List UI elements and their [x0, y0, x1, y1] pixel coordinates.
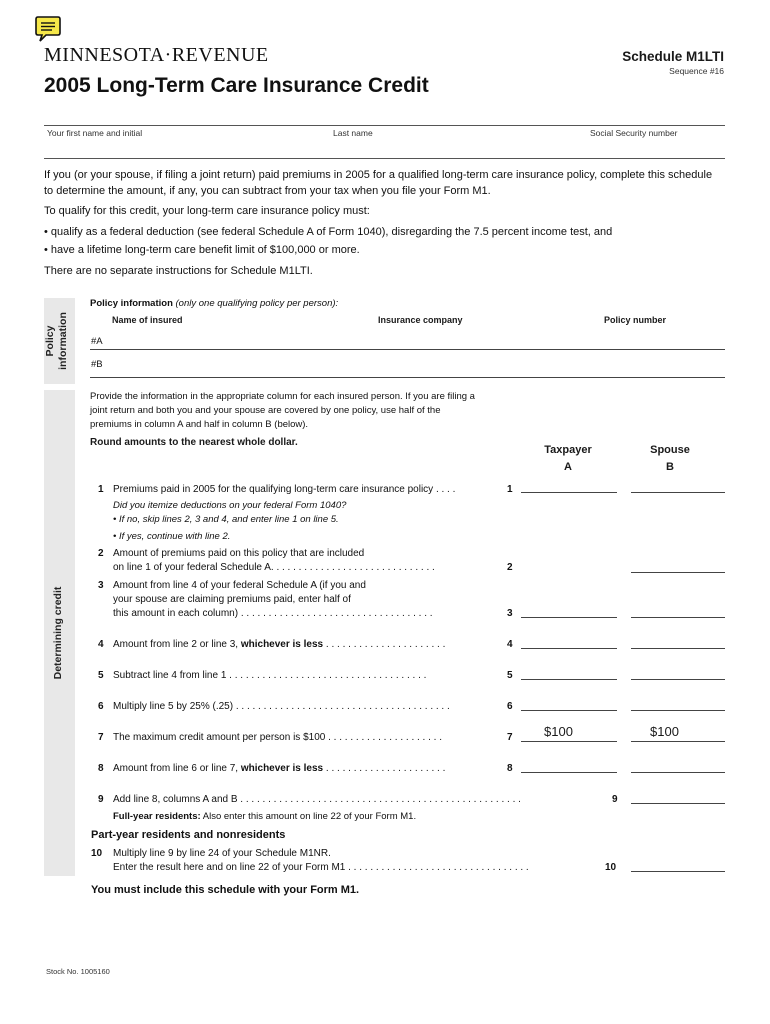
itemize-no: • If no, skip lines 2, 3 and 4, and enter line 1 on line 5.	[113, 514, 339, 525]
line-1-col-b[interactable]	[631, 492, 725, 493]
column-a-title: Taxpayer	[544, 444, 592, 456]
line-4-text-main: Amount from line 2 or line 3,	[113, 639, 239, 650]
line-8-text-bold: whichever is less	[240, 763, 324, 774]
bullet-1: • qualify as a federal deduction (see federal Schedule A of Form 1040), disregarding the 7.5 percent income test, and	[44, 226, 613, 238]
policy-row-b-rule	[90, 377, 725, 378]
column-a-letter: A	[564, 461, 572, 473]
line-8-col-b[interactable]	[631, 772, 725, 773]
full-year-note	[113, 811, 416, 822]
ssn-field[interactable]	[590, 138, 725, 158]
name-top-rule	[44, 125, 725, 126]
line-6-number: 6	[98, 701, 104, 712]
line-4-ref: 4	[507, 639, 513, 650]
line-5-ref: 5	[507, 670, 513, 681]
line-8-number: 8	[98, 763, 104, 774]
part-year-heading: Part-year residents and nonresidents	[91, 829, 286, 841]
schedule-name: Schedule M1LTI	[622, 49, 724, 64]
line-8-text-main: Amount from line 6 or line 7,	[113, 763, 239, 774]
line-1-text: Premiums paid in 2005 for the qualifying long-term care insurance policy . . . .	[113, 484, 456, 495]
line-3-text-a: Amount from line 4 of your federal Schedule A (if you and	[113, 580, 366, 591]
line-3-col-b[interactable]	[631, 617, 725, 618]
bullet-1-text: qualify as a federal deduction (see federal Schedule A of Form 1040), disregarding the 7.5 percent income test, and	[50, 226, 613, 238]
no-instructions-note: There are no separate instructions for Schedule M1LTI.	[44, 265, 313, 277]
line-2-ref: 2	[507, 562, 513, 573]
policy-heading-italic: (only one qualifying policy per person):	[175, 298, 339, 309]
policy-side-label	[44, 298, 74, 384]
line-4-col-a[interactable]	[521, 648, 617, 649]
last-name-label: Last name	[333, 128, 373, 138]
policy-row-a-label: #A	[91, 336, 103, 347]
line-8-text	[113, 763, 445, 774]
line-9-number: 9	[98, 794, 104, 805]
col-name-insured: Name of insured	[112, 315, 183, 325]
line-8-col-a[interactable]	[521, 772, 617, 773]
column-a-header	[520, 442, 616, 476]
line-3-ref: 3	[507, 608, 513, 619]
brand-name: MINNESOTA·REVENUE	[44, 44, 269, 66]
line-5-number: 5	[98, 670, 104, 681]
col-insurance-company: Insurance company	[378, 315, 463, 325]
line-5-text: Subtract line 4 from line 1 . . . . . . . . . . . . . . . . . . . . . . . . . . . . . . . . . . . .	[113, 670, 427, 681]
line-7-col-a	[521, 741, 617, 742]
line-2-text-b: on line 1 of your federal Schedule A. . . . . . . . . . . . . . . . . . . . . . . . . . . . . .	[113, 562, 435, 573]
policy-row-a-rule	[90, 349, 725, 350]
line-5-col-b[interactable]	[631, 679, 725, 680]
line-7-col-b-value: $100	[650, 724, 679, 739]
line-6-ref: 6	[507, 701, 513, 712]
line-9-field[interactable]	[631, 803, 725, 804]
bullet-2: • have a lifetime long-term care benefit limit of $100,000 or more.	[44, 244, 360, 256]
col-policy-number: Policy number	[604, 315, 667, 325]
line-10-ref: 10	[605, 862, 617, 873]
policy-heading	[90, 298, 338, 309]
name-bottom-rule	[44, 158, 725, 159]
line-10-text-a: Multiply line 9 by line 24 of your Schedule M1NR.	[113, 848, 331, 859]
credit-side-label: Determining credit	[52, 586, 64, 680]
line-7-col-a-value: $100	[544, 724, 573, 739]
line-7-text: The maximum credit amount per person is $100 . . . . . . . . . . . . . . . . . . . . .	[113, 732, 443, 743]
line-8-ref: 8	[507, 763, 513, 774]
itemize-question: Did you itemize deductions on your federal Form 1040?	[113, 500, 347, 511]
full-year-text: Also enter this amount on line 22 of your Form M1.	[202, 811, 417, 822]
full-year-bold: Full-year residents:	[113, 811, 201, 822]
line-8-dots: . . . . . . . . . . . . . . . . . . . . . .	[325, 763, 446, 774]
line-7-number: 7	[98, 732, 104, 743]
bullet-2-text: have a lifetime long-term care benefit limit of $100,000 or more.	[50, 244, 360, 256]
line-1-ref: 1	[507, 484, 513, 495]
line-10-field[interactable]	[631, 871, 725, 872]
first-name-label: Your first name and initial	[47, 128, 143, 138]
policy-row-b-field[interactable]	[108, 359, 725, 376]
line-3-col-a[interactable]	[521, 617, 617, 618]
first-name-field[interactable]	[44, 138, 330, 158]
line-1-number: 1	[98, 484, 104, 495]
line-2-number: 2	[98, 548, 104, 559]
line-6-col-a[interactable]	[521, 710, 617, 711]
last-name-field[interactable]	[333, 138, 587, 158]
line-4-text	[113, 639, 445, 650]
policy-row-a-field[interactable]	[108, 332, 725, 349]
round-note: Round amounts to the nearest whole dollar.	[90, 437, 298, 448]
line-3-number: 3	[98, 580, 104, 591]
itemize-yes-text: If yes, continue with line 2.	[118, 531, 231, 542]
line-2-col-b[interactable]	[631, 572, 725, 573]
line-9-text: Add line 8, columns A and B . . . . . . . . . . . . . . . . . . . . . . . . . . . . . . . . . . . . . . . . . . . . . . . . . . .	[113, 794, 521, 805]
line-5-col-a[interactable]	[521, 679, 617, 680]
qualify-paragraph: To qualify for this credit, your long-term care insurance policy must:	[44, 205, 370, 217]
line-9-ref: 9	[612, 794, 618, 805]
line-10-number: 10	[91, 848, 103, 859]
column-b-letter: B	[666, 461, 674, 473]
policy-heading-bold: Policy information	[90, 298, 173, 309]
line-3-text-b: your spouse are claiming premiums paid, enter half of	[113, 594, 351, 605]
line-7-ref: 7	[507, 732, 513, 743]
column-b-title: Spouse	[650, 444, 690, 456]
itemize-no-text: If no, skip lines 2, 3 and 4, and enter line 1 on line 5.	[118, 514, 339, 525]
line-7-col-b	[631, 741, 725, 742]
line-10-text-b: Enter the result here and on line 22 of your Form M1 . . . . . . . . . . . . . . . . . . . . . . . . . . . . . . . . .	[113, 862, 529, 873]
line-2-text-a: Amount of premiums paid on this policy that are included	[113, 548, 365, 559]
line-1-col-a[interactable]	[521, 492, 617, 493]
policy-side-label-2: information	[57, 312, 69, 370]
line-4-text-bold: whichever is less	[240, 639, 324, 650]
ssn-label: Social Security number	[590, 128, 678, 138]
policy-row-b-label: #B	[91, 359, 103, 370]
line-4-number: 4	[98, 639, 104, 650]
line-6-text: Multiply line 5 by 25% (.25) . . . . . . . . . . . . . . . . . . . . . . . . . . . . . . . . . . . . . . .	[113, 701, 450, 712]
credit-instructions: Provide the information in the appropriate column for each insured person. If you are filing a joint return and both you and your spouse are covered by one policy, use half of the premiums in column A and half in column B (below).	[90, 391, 475, 430]
line-3-text-c: this amount in each column) . . . . . . . . . . . . . . . . . . . . . . . . . . . . . . . . . . .	[113, 608, 433, 619]
line-4-dots: . . . . . . . . . . . . . . . . . . . . . .	[325, 639, 446, 650]
form-title: 2005 Long-Term Care Insurance Credit	[44, 74, 429, 97]
sequence-number: Sequence #16	[669, 66, 724, 76]
line-6-col-b[interactable]	[631, 710, 725, 711]
column-b-header	[622, 442, 718, 476]
policy-side-label-1: Policy	[44, 325, 56, 357]
itemize-yes: • If yes, continue with line 2.	[113, 531, 231, 542]
line-4-col-b[interactable]	[631, 648, 725, 649]
intro-paragraph: If you (or your spouse, if filing a joint return) paid premiums in 2005 for a qualified long-term care insurance policy, complete this schedule to determine the amount, if any, you can subtract from your tax when you file your Form M1.	[44, 169, 713, 197]
stock-number: Stock No. 1005160	[46, 967, 110, 976]
include-schedule-note: You must include this schedule with your Form M1.	[91, 884, 360, 896]
